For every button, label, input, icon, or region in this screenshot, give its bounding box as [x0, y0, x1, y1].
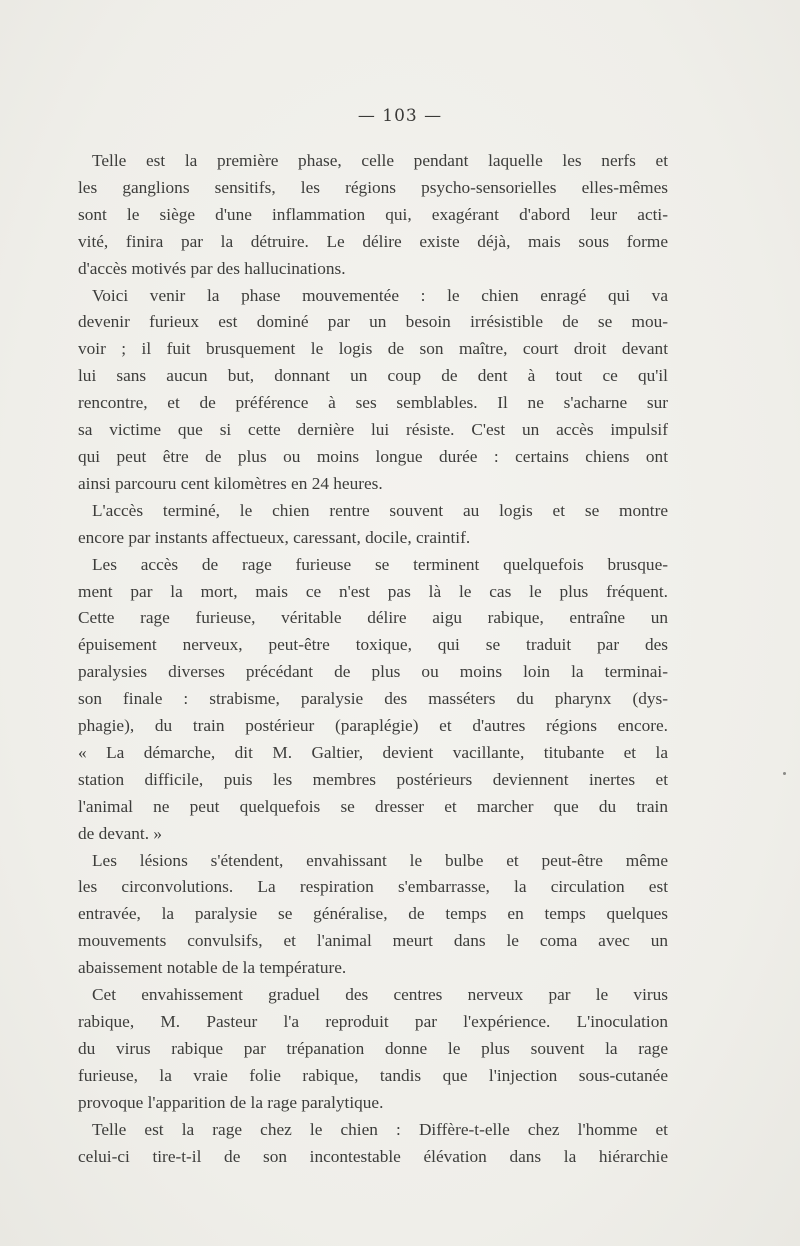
text-line: du virus rabique par trépanation donne le plus souvent la rage [78, 1038, 668, 1058]
text-line: encore par instants affectueux, caressant, docile, craintif. [78, 527, 471, 547]
text-line: rencontre, et de préférence à ses semblables. Il ne s'acharne sur [78, 393, 668, 413]
page-number: — 103 — [357, 106, 443, 126]
text-line: qui peut être de plus ou moins longue durée : certains chiens ont [78, 446, 668, 466]
text-line: Les lésions s'étendent, envahissant le bulbe et peut-être même [92, 850, 668, 870]
text-line: Cette rage furieuse, véritable délire aigu rabique, entraîne un [78, 608, 668, 628]
text-line: celui-ci tire-t-il de son incontestable élévation dans la hiérarchie [78, 1146, 668, 1166]
text-line: ainsi parcouru cent kilomètres en 24 heures. [78, 473, 383, 493]
margin-speck [783, 772, 786, 775]
text-line: Voici venir la phase mouvementée : le chien enragé qui va [92, 285, 668, 305]
text-line: station difficile, puis les membres postérieurs deviennent inertes et [78, 769, 668, 789]
text-line: furieuse, la vraie folie rabique, tandis que l'injection sous-cutanée [78, 1065, 668, 1085]
text-line: ment par la mort, mais ce n'est pas là le cas le plus fréquent. [78, 581, 668, 601]
text-line: d'accès motivés par des hallucinations. [78, 258, 346, 278]
text-line: les circonvolutions. La respiration s'embarrasse, la circulation est [78, 877, 668, 897]
text-line: abaissement notable de la température. [78, 958, 347, 978]
text-line: L'accès terminé, le chien rentre souvent au logis et se montre [92, 500, 668, 520]
text-line: Les accès de rage furieuse se terminent quelquefois brusque- [92, 554, 668, 574]
text-line: devenir furieux est dominé par un besoin irrésistible de se mou- [78, 312, 668, 332]
text-line: Telle est la rage chez le chien : Diffère-t-elle chez l'homme et [92, 1119, 668, 1139]
text-line: de devant. » [78, 823, 162, 843]
text-line: paralysies diverses précédant de plus ou moins loin la terminai- [78, 662, 668, 682]
text-line: son finale : strabisme, paralysie des masséters du pharynx (dys- [78, 689, 668, 709]
text-line: « La démarche, dit M. Galtier, devient vacillante, titubante et la [78, 742, 668, 762]
text-line: mouvements convulsifs, et l'animal meurt dans le coma avec un [78, 931, 668, 951]
text-line: l'animal ne peut quelquefois se dresser et marcher que du train [78, 796, 668, 816]
text-line: Cet envahissement graduel des centres nerveux par le virus [92, 985, 668, 1005]
text-line: les ganglions sensitifs, les régions psycho-sensorielles elles-mêmes [78, 177, 668, 197]
text-line: Telle est la première phase, celle pendant laquelle les nerfs et [92, 151, 668, 170]
body-text [78, 148, 668, 1170]
text-line: phagie), du train postérieur (paraplégie) et d'autres régions encore. [78, 716, 668, 736]
text-line: sont le siège d'une inflammation qui, exagérant d'abord leur acti- [78, 204, 668, 224]
text-line: sa victime que si cette dernière lui résiste. C'est un accès impulsif [78, 420, 668, 440]
text-line: rabique, M. Pasteur l'a reproduit par l'expérience. L'inoculation [78, 1012, 668, 1031]
text-line: épuisement nerveux, peut-être toxique, qui se traduit par des [78, 635, 668, 655]
text-line: lui sans aucun but, donnant un coup de dent à tout ce qu'il [78, 366, 668, 386]
text-line: voir ; il fuit brusquement le logis de son maître, court droit devant [78, 339, 668, 359]
text-line: provoque l'apparition de la rage paralytique. [78, 1092, 384, 1112]
text-line: vité, finira par la détruire. Le délire existe déjà, mais sous forme [78, 231, 668, 251]
text-line: entravée, la paralysie se généralise, de temps en temps quelques [78, 904, 668, 924]
